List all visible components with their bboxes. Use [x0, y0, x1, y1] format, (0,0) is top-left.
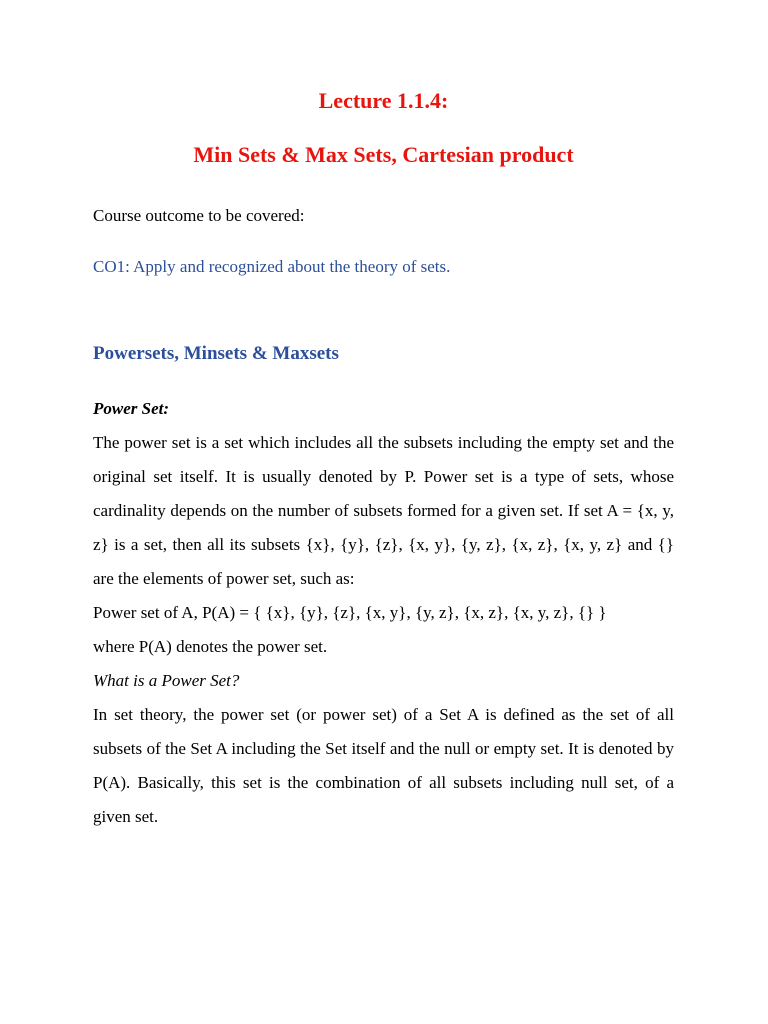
course-outcome-text: CO1: Apply and recognized about the theory of sets.	[93, 257, 451, 276]
power-set-example: Power set of A, P(A) = { {x}, {y}, {z}, {x, y}, {y, z}, {x, z}, {x, y, z}, {} }	[93, 603, 607, 622]
section-heading: Powersets, Minsets & Maxsets	[93, 343, 339, 364]
course-outcome-label: Course outcome to be covered:	[93, 206, 305, 225]
power-set-definition-paragraph: In set theory, the power set (or power set) of a Set A is defined as the set of all subsets of the Set A including the Set itself and the null or empty set. It is denoted by P(A). Basically, this set is the combination of all subsets including null set, of a given set.	[93, 705, 674, 826]
power-set-subheading: Power Set:	[93, 399, 170, 418]
power-set-where-note: where P(A) denotes the power set.	[93, 637, 328, 656]
lecture-subtitle: Min Sets & Max Sets, Cartesian product	[193, 142, 574, 167]
lecture-title: Lecture 1.1.4:	[318, 88, 449, 113]
power-set-question: What is a Power Set?	[93, 671, 240, 690]
document-page	[93, 86, 674, 834]
power-set-paragraph: The power set is a set which includes all the subsets including the empty set and the original set itself. It is usually denoted by P. Power set is a type of sets, whose cardinality depends on the number of subsets formed for a given set. If set A = {x, y, z} is a set, then all its subsets {x}, {y}, {z}, {x, y}, {y, z}, {x, z}, {x, y, z} and {} are the elements of power set, such as:	[93, 433, 674, 588]
